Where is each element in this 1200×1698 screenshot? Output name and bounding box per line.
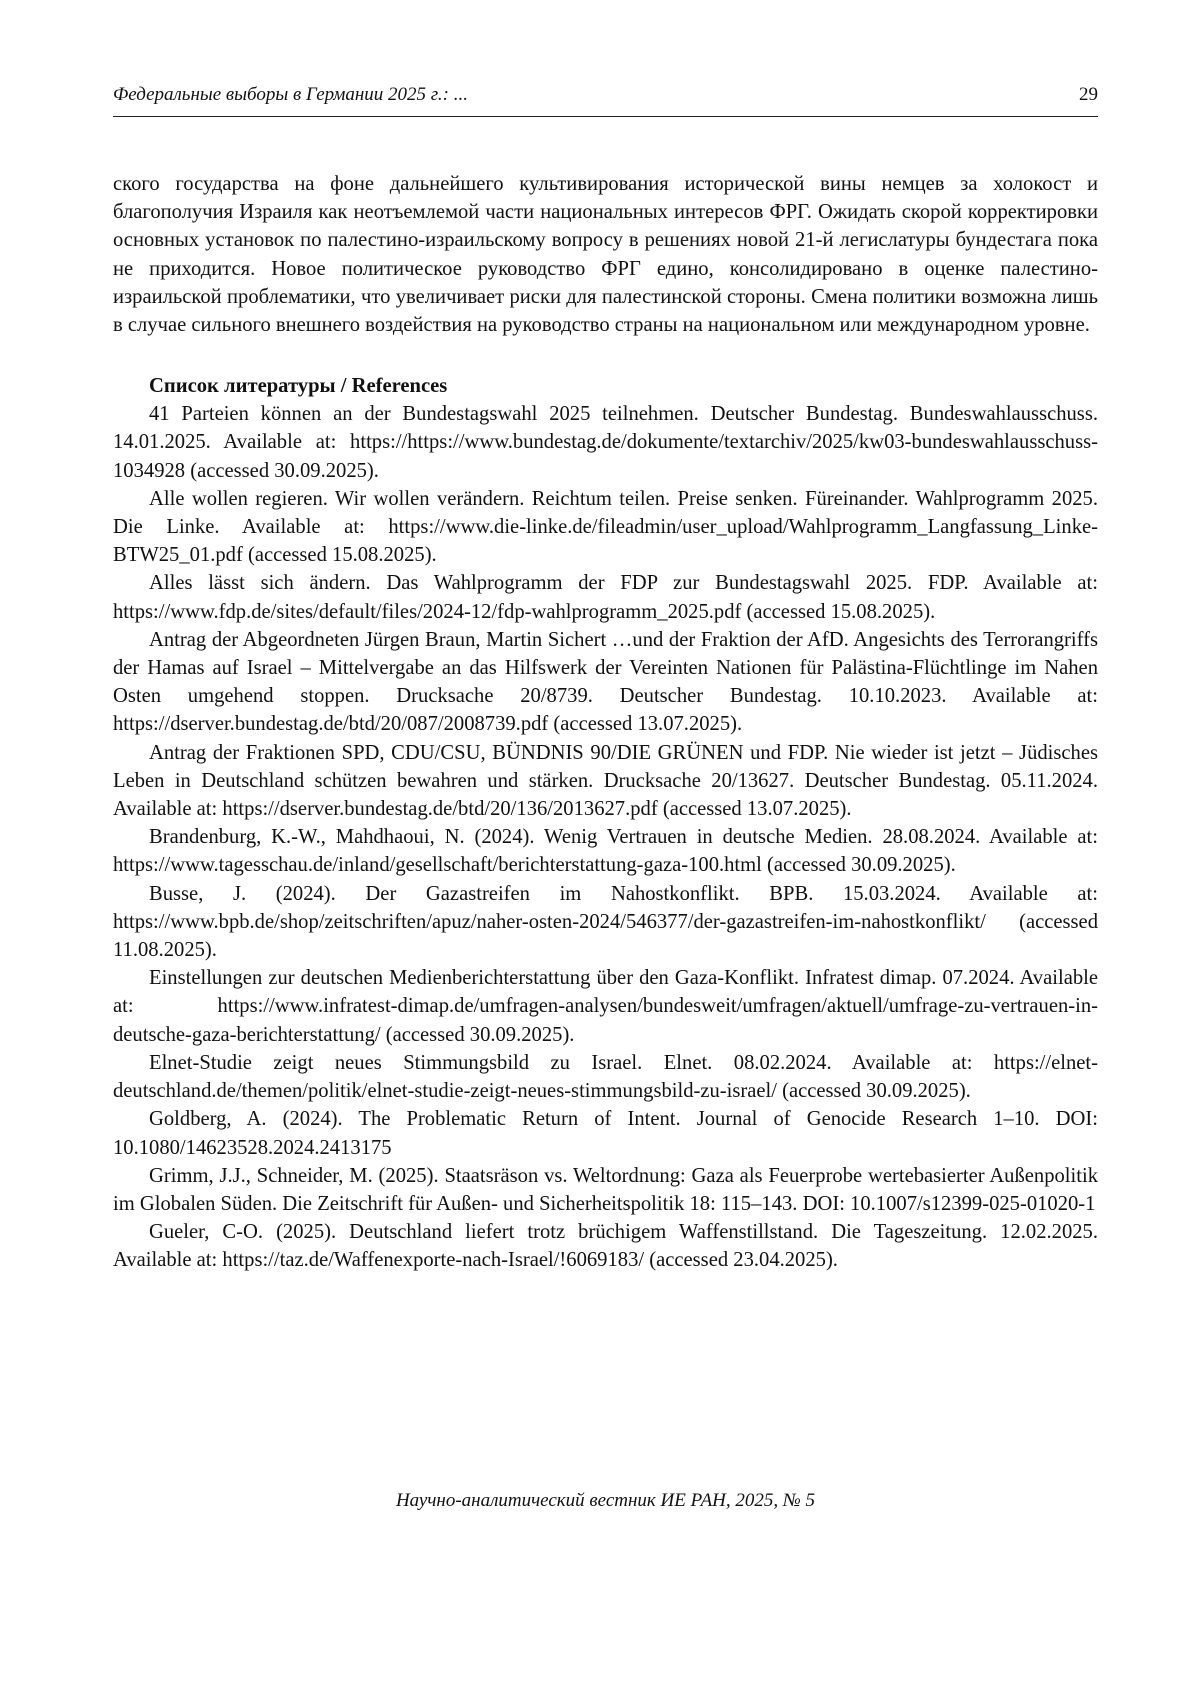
reference-item: Antrag der Abgeordneten Jürgen Braun, Martin Sichert …und der Fraktion der AfD. Angesichts des Terrorangriffs der Hamas auf Israel – Mittelvergabe an das Hilfswerk der Vereinten Nationen für Palästina-Flüchtlinge im Nahen Osten umgehend stoppen. Drucksache 20/8739. Deutscher Bundestag. 10.10.2023. Available at: https://dserver.bundestag.de/btd/20/087/2008739.pdf (accessed 13.07.2025). [113,628,1098,736]
journal-footer: Научно-аналитический вестник ИЕ РАН, 2025, № 5 [395,1490,816,1511]
reference-item: Goldberg, A. (2024). The Problematic Return of Intent. Journal of Genocide Research 1–10. DOI: 10.1080/14623528.2024.2413175 [113,1108,1098,1159]
reference-item: Busse, J. (2024). Der Gazastreifen im Nahostkonflikt. BPB. 15.03.2024. Available at: https://www.bpb.de/shop/zeitschriften/apuz/naher-osten-2024/546377/der-gazastreifen-im-nahostkonflikt/ (accessed 11.08.2025). [113,882,1098,962]
reference-item: Alle wollen regieren. Wir wollen verändern. Reichtum teilen. Preise senken. Füreinander. Wahlprogramm 2025. Die Linke. Available at: https://www.die-linke.de/fileadmin/user_upload/Wahlprogramm_Langfassung_Linke-BTW25_01.pdf (accessed 15.08.2025). [113,487,1098,567]
reference-item: Grimm, J.J., Schneider, M. (2025). Staatsräson vs. Weltordnung: Gaza als Feuerprobe wertebasierter Außenpolitik im Globalen Süden. Die Zeitschrift für Außen- und Sicherheitspolitik 18: 115–143. DOI: 10.1007/s12399-025-01020-1 [113,1164,1098,1215]
page-number: 29 [1079,84,1098,105]
reference-item: Einstellungen zur deutschen Medienberichterstattung über den Gaza-Konflikt. Infratest dimap. 07.2024. Available at: https://www.infratest-dimap.de/umfragen-analysen/bundesweit/umfragen/aktuell/umfrage-zu-vertrauen-in-deutsche-gaza-berichterstattung/ (accessed 30.09.2025). [113,967,1098,1046]
reference-item: Gueler, C-O. (2025). Deutschland liefert trotz brüchigem Waffenstillstand. Die Tageszeitung. 12.02.2025. Available at: https://taz.de/Waffenexporte-nach-Israel/!6069183/ (accessed 23.04.2025). [113,1221,1098,1272]
reference-item: Alles lässt sich ändern. Das Wahlprogramm der FDP zur Bundestagswahl 2025. FDP. Available at: https://www.fdp.de/sites/default/files/2024-12/fdp-wahlprogramm_2025.pdf (accessed 15.08.2025). [113,572,1098,623]
running-title: Федеральные выборы в Германии 2025 г.: ... [113,84,468,105]
running-header [113,80,1098,117]
reference-list [113,400,1098,1274]
page [113,80,1098,1640]
references-heading: Список литературы / References [149,375,448,398]
body-paragraph: ского государства на фоне дальнейшего культивирования исторической вины немцев за холокост и благополучия Израиля как неотъемлемой части национальных интересов ФРГ. Ожидать скорой корректировки основных установок по палестино-израильскому вопросу в решениях новой 21-й легислатуры бундестага пока не приходится. Новое политическое руководство ФРГ едино, консолидировано в оценке палестино-израильской проблематики, что увеличивает риски для палестинской стороны. Смена политики возможна лишь в случае сильного внешнего воздействия на руководство страны на национальном или международном уровне. [113,173,1098,337]
reference-item: Antrag der Fraktionen SPD, CDU/CSU, BÜNDNIS 90/DIE GRÜNEN und FDP. Nie wieder ist jetzt – Jüdisches Leben in Deutschland schützen bewahren und stärken. Drucksache 20/13627. Deutscher Bundestag. 05.11.2024. Available at: https://dserver.bundestag.de/btd/20/136/2013627.pdf (accessed 13.07.2025). [113,741,1098,821]
reference-item: Brandenburg, K.-W., Mahdhaoui, N. (2024). Wenig Vertrauen in deutsche Medien. 28.08.2024. Available at: https://www.tagesschau.de/inland/gesellschaft/berichterstattung-gaza-100.html (accessed 30.09.2025). [113,826,1098,877]
reference-item: Elnet-Studie zeigt neues Stimmungsbild zu Israel. Elnet. 08.02.2024. Available at: https://elnet-deutschland.de/themen/politik/elnet-studie-zeigt-neues-stimmungsbild-zu-israel/ (accessed 30.09.2025). [113,1051,1098,1103]
reference-item: 41 Parteien können an der Bundestagswahl 2025 teilnehmen. Deutscher Bundestag. Bundeswahlausschuss. 14.01.2025. Available at: https://https://www.bundestag.de/dokumente/textarchiv/2025/kw03-bundeswahlausschuss-1034928 (accessed 30.09.2025). [113,403,1098,482]
